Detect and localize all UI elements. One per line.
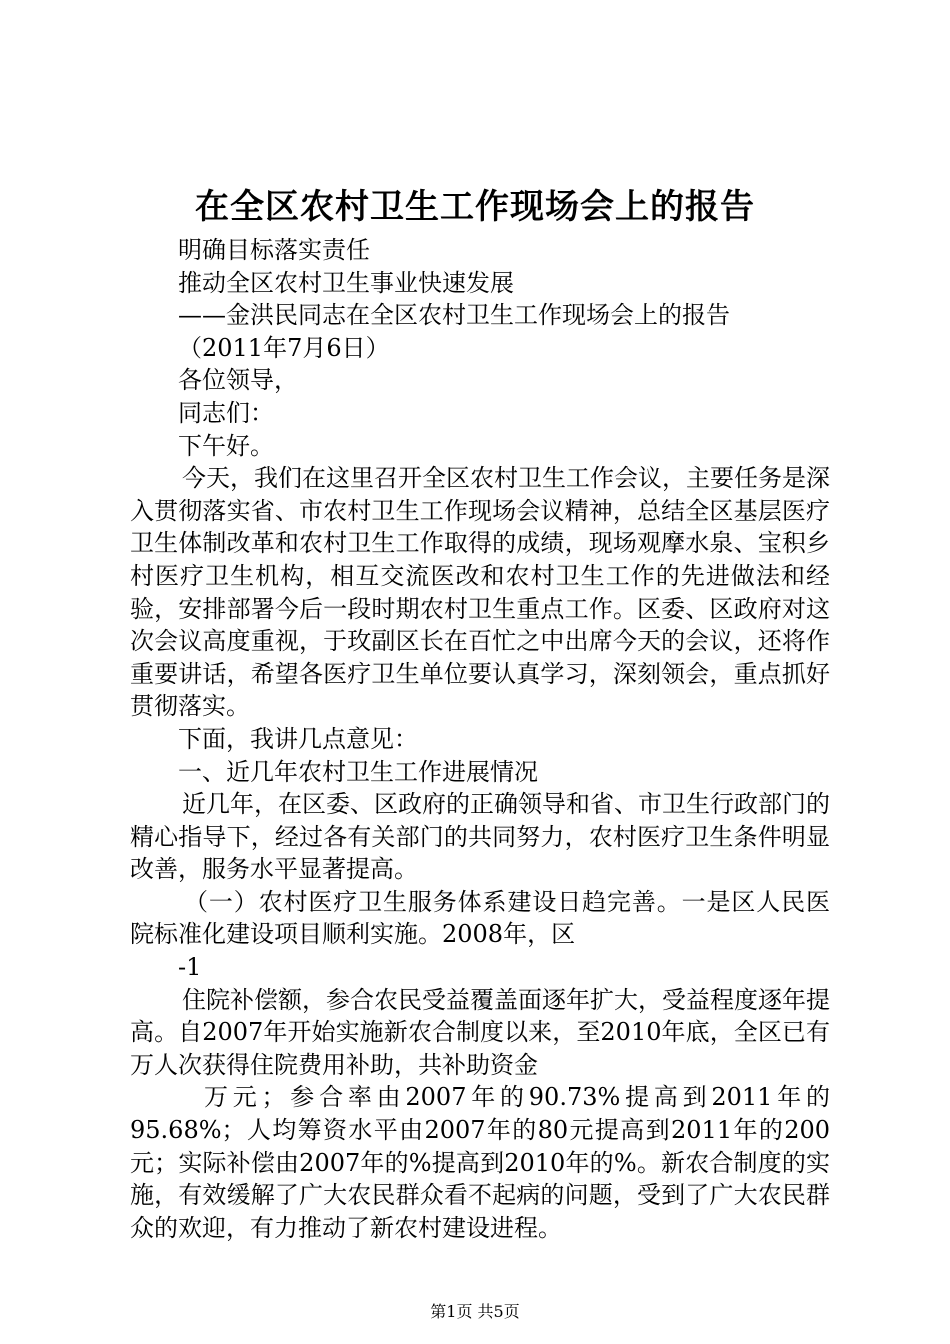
page-footer: 第1页 共5页 [430,1302,520,1321]
heading-line: ——金洪民同志在全区农村卫生工作现场会上的报告 [178,301,730,330]
date-line: （2011年7月6日） [178,333,390,362]
paragraph: 近几年，在区委、区政府的正确领导和省、市卫生行政部门的精心指导下，经过各有关部门的共同努力，农村医疗卫生条件明显改善，服务水平显著提高。 [130,790,830,884]
salutation-line: 同志们： [178,398,274,427]
page-marker: -1 [178,953,202,982]
paragraph: 住院补偿额，参合农民受益覆盖面逐年扩大，受益程度逐年提高。自2007年开始实施新农合制度以来，至2010年底，全区已有万人次获得住院费用补助，共补助资金 [130,985,830,1079]
document-title: 在全区农村卫生工作现场会上的报告 [195,187,755,227]
paragraph: 下面，我讲几点意见： [178,724,418,753]
paragraph: 今天，我们在这里召开全区农村卫生工作会议，主要任务是深入贯彻落实省、市农村卫生工作现场会议精神，总结全区基层医疗卫生体制改革和农村卫生工作取得的成绩，现场观摩水泉、宝积乡村医疗卫生机构，相互交流医改和农村卫生工作的先进做法和经验，安排部署今后一段时期农村卫生重点工作。区委、区政府对这次会议高度重视，于玫副区长在百忙之中出席今天的会议，还将作重要讲话，希望各医疗卫生单位要认真学习，深刻领会，重点抓好贯彻落实。 [130,464,830,721]
paragraph: （一）农村医疗卫生服务体系建设日趋完善。一是区人民医院标准化建设项目顺利实施。2008年，区 [130,887,830,949]
salutation-line: 各位领导， [178,366,298,395]
document-body [130,234,830,1244]
heading-line: 推动全区农村卫生事业快速发展 [178,268,514,297]
section-heading: 一、近几年农村卫生工作进展情况 [178,757,538,786]
paragraph: 万元；参合率由2007年的90.73%提高到2011年的95.68%；人均筹资水平由2007年的80元提高到2011年的200元；实际补偿由2007年的%提高到2010年的%。新农合制度的实施，有效缓解了广大农民群众看不起病的问题，受到了广大农民群众的欢迎，有力推动了新农村建设进程。 [130,1083,830,1242]
greeting-line: 下午好。 [178,431,274,460]
heading-line: 明确目标落实责任 [178,236,370,264]
